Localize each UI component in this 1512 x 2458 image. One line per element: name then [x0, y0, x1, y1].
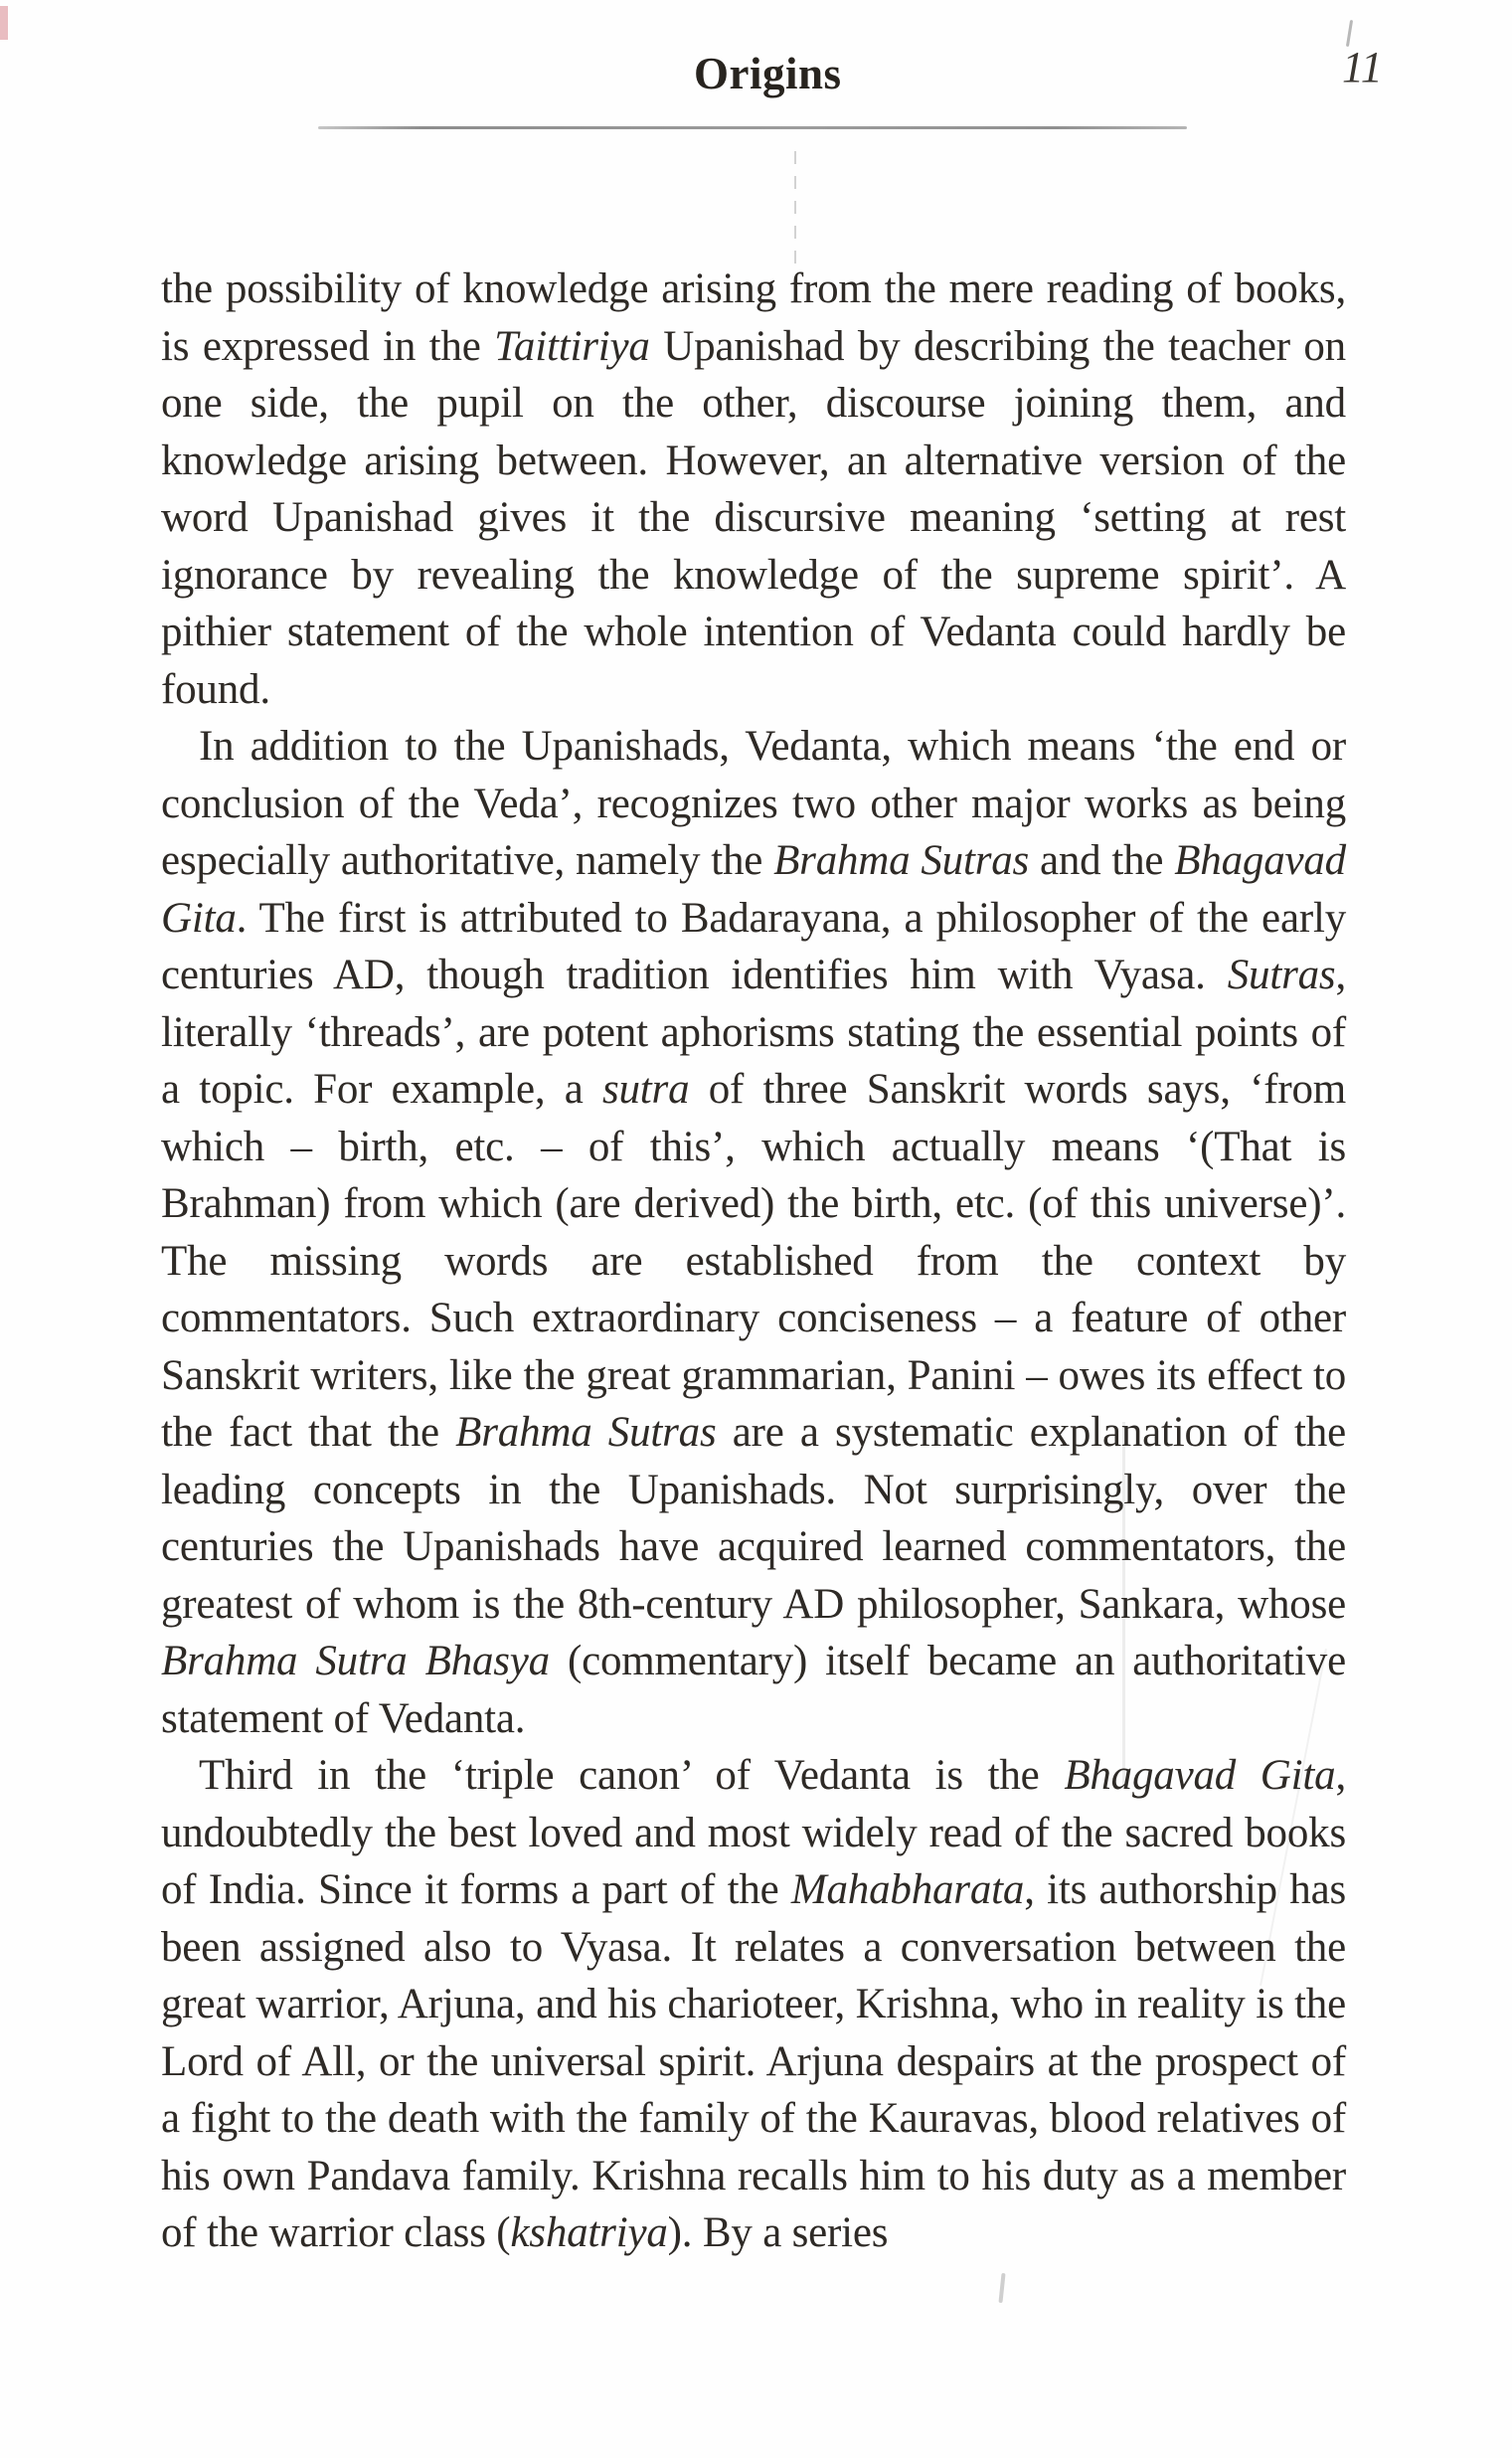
scan-artifact [794, 151, 796, 265]
running-header-title: Origins [694, 49, 842, 98]
header-rule [318, 126, 1187, 129]
page-body-text [161, 261, 1346, 2262]
paragraph: the possibility of knowledge arising from the mere reading of books, is expressed in the Taittiriya Upanishad by describing the teacher on one side, the pupil on the other, discourse joining them, and knowledge arising between. However, an alternative version of the word Upanishad gives it the discursive meaning ‘setting at rest ignorance by revealing the knowledge of the supreme spirit’. A pithier statement of the whole intention of Vedanta could hardly be found. [161, 265, 1346, 713]
scan-artifact [998, 2273, 1005, 2303]
page-number: 11 [1342, 43, 1383, 91]
paragraph: Third in the ‘triple canon’ of Vedanta is the Bhagavad Gita, undoubtedly the best loved and most widely read of the sacred books of India. Since it forms a part of the Mahabharata, its authorship has been assigned also to Vyasa. It relates a conversation between the great warrior, Arjuna, and his charioteer, Krishna, who in reality is the Lord of All, or the universal spirit. Arjuna despairs at the prospect of a fight to the death with the family of the Kauravas, blood relatives of his own Pandava family. Krishna recalls him to his duty as a member of the warrior class (kshatriya). By a series [161, 1752, 1347, 2256]
paragraph: In addition to the Upanishads, Vedanta, which means ‘the end or conclusion of the Veda’, recognizes two other major works as being especially authoritative, namely the Brahma Sutras and the Bhagavad Gita. The first is attributed to Badarayana, a philosopher of the early centuries AD, though tradition identifies him with Vyasa. Sutras, literally ‘threads’, are potent aphorisms stating the essential points of a topic. For example, a sutra of three Sanskrit words says, ‘from which – birth, etc. – of this’, which actually means ‘(That is Brahman) from which (are derived) the birth, etc. (of this universe)’. The missing words are established from the context by commentators. Such extraordinary conciseness – a feature of other Sanskrit writers, like the great grammarian, Panini – owes its effect to the fact that the Brahma Sutras are a systematic explanation of the leading concepts in the Upanishads. Not surprisingly, over the centuries the Upanishads have acquired learned commentators, the greatest of whom is the 8th-century AD philosopher, Sankara, whose Brahma Sutra Bhasya (commentary) itself became an authoritative statement of Vedanta. [161, 723, 1346, 1742]
scan-corner-mark [0, 6, 8, 40]
